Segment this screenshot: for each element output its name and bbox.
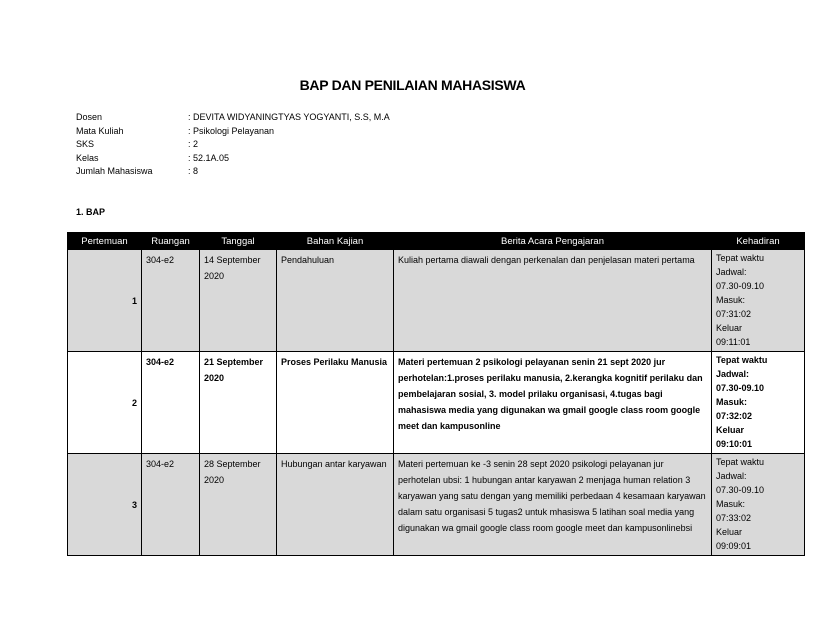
info-row-mata-kuliah bbox=[76, 125, 390, 139]
header-berita-acara: Berita Acara Pengajaran bbox=[394, 233, 712, 250]
cell-tanggal: 21 September 2020 bbox=[200, 352, 277, 454]
cell-berita-acara: Materi pertemuan 2 psikologi pelayanan senin 21 sept 2020 jur perhotelan:1.proses perilaku manusia, 2.kerangka kognitif perilaku dan pembelajaran sosial, 3. model prilaku organisasi, 4.tugas bagi mahasiswa media yang digunakan wa gmail google class room google meet dan kampusonline bbox=[394, 352, 712, 454]
info-value: : 8 bbox=[188, 166, 199, 177]
info-row-jumlah-mahasiswa bbox=[76, 165, 390, 179]
course-info bbox=[76, 111, 390, 179]
cell-berita-acara: Kuliah pertama diawali dengan perkenalan dan penjelasan materi pertama bbox=[394, 250, 712, 352]
cell-kehadiran bbox=[712, 250, 805, 352]
cell-pertemuan: 3 bbox=[68, 454, 142, 556]
kehadiran-status: Tepat waktu bbox=[716, 253, 765, 263]
kehadiran-keluar: 09:09:01 bbox=[716, 541, 752, 551]
info-row-sks bbox=[76, 138, 390, 152]
kehadiran-jadwal-label: Jadwal: bbox=[716, 471, 747, 481]
info-label: Mata Kuliah bbox=[76, 125, 124, 136]
kehadiran-keluar: 09:11:01 bbox=[716, 337, 751, 347]
cell-kehadiran bbox=[712, 352, 805, 454]
cell-pertemuan: 2 bbox=[68, 352, 142, 454]
cell-ruangan: 304-e2 bbox=[142, 352, 200, 454]
kehadiran-jadwal: 07.30-09.10 bbox=[716, 485, 765, 495]
kehadiran-jadwal-label: Jadwal: bbox=[716, 369, 750, 379]
kehadiran-masuk: 07:31:02 bbox=[716, 309, 752, 319]
section-title: 1. BAP bbox=[76, 207, 106, 217]
kehadiran-jadwal: 07.30-09.10 bbox=[716, 281, 765, 291]
cell-ruangan: 304-e2 bbox=[142, 250, 200, 352]
info-label: Jumlah Mahasiswa bbox=[76, 166, 153, 177]
kehadiran-jadwal-label: Jadwal: bbox=[716, 267, 747, 277]
cell-kehadiran bbox=[712, 454, 805, 556]
cell-bahan-kajian: Proses Perilaku Manusia bbox=[277, 352, 394, 454]
cell-tanggal: 28 September 2020 bbox=[200, 454, 277, 556]
kehadiran-keluar-label: Keluar bbox=[716, 527, 743, 537]
table-header-row bbox=[68, 233, 805, 250]
info-value: : Psikologi Pelayanan bbox=[188, 125, 275, 136]
table-row bbox=[68, 352, 805, 454]
kehadiran-masuk: 07:32:02 bbox=[716, 411, 753, 421]
kehadiran-masuk-label: Masuk: bbox=[716, 397, 748, 407]
header-kehadiran: Kehadiran bbox=[712, 233, 805, 250]
kehadiran-jadwal: 07.30-09.10 bbox=[716, 383, 765, 393]
page-title: BAP DAN PENILAIAN MAHASISWA bbox=[299, 77, 526, 93]
info-label: Dosen bbox=[76, 112, 103, 122]
kehadiran-keluar-label: Keluar bbox=[716, 425, 745, 435]
info-label: Kelas bbox=[76, 152, 99, 163]
cell-pertemuan: 1 bbox=[68, 250, 142, 352]
info-value: : 2 bbox=[188, 139, 199, 150]
cell-bahan-kajian: Pendahuluan bbox=[277, 250, 394, 352]
header-pertemuan: Pertemuan bbox=[68, 233, 142, 250]
kehadiran-keluar: 09:10:01 bbox=[716, 439, 753, 449]
table-row bbox=[68, 250, 805, 352]
header-bahan-kajian: Bahan Kajian bbox=[277, 233, 394, 250]
info-label: SKS bbox=[76, 139, 95, 150]
table-row bbox=[68, 454, 805, 556]
cell-berita-acara: Materi pertemuan ke -3 senin 28 sept 2020 psikologi pelayanan jur perhotelan ubsi: 1 hubungan antar karyawan 2 menjaga human relation 3 karyawan yang satu dengan yang memiliki perbedaan 4 kesamaan karyawan dalam satu organisasi 5 tugas2 untuk mhasiswa 5 latihan soal media yang digunakan wa gmail google class room google meet dan kampusonlinebsi bbox=[394, 454, 712, 556]
kehadiran-masuk: 07:33:02 bbox=[716, 513, 752, 523]
header-ruangan: Ruangan bbox=[142, 233, 200, 250]
cell-bahan-kajian: Hubungan antar karyawan bbox=[277, 454, 394, 556]
header-tanggal: Tanggal bbox=[200, 233, 277, 250]
cell-ruangan: 304-e2 bbox=[142, 454, 200, 556]
kehadiran-status: Tepat waktu bbox=[716, 457, 765, 467]
info-row-dosen bbox=[76, 111, 390, 125]
bap-table bbox=[67, 232, 805, 556]
info-value: : 52.1A.05 bbox=[188, 152, 230, 163]
kehadiran-masuk-label: Masuk: bbox=[716, 499, 746, 509]
cell-tanggal: 14 September 2020 bbox=[200, 250, 277, 352]
info-row-kelas bbox=[76, 152, 390, 166]
kehadiran-status: Tepat waktu bbox=[716, 355, 768, 365]
info-value: : DEVITA WIDYANINGTYAS YOGYANTI, S.S, M.A bbox=[188, 112, 390, 122]
kehadiran-masuk-label: Masuk: bbox=[716, 295, 746, 305]
kehadiran-keluar-label: Keluar bbox=[716, 323, 743, 333]
